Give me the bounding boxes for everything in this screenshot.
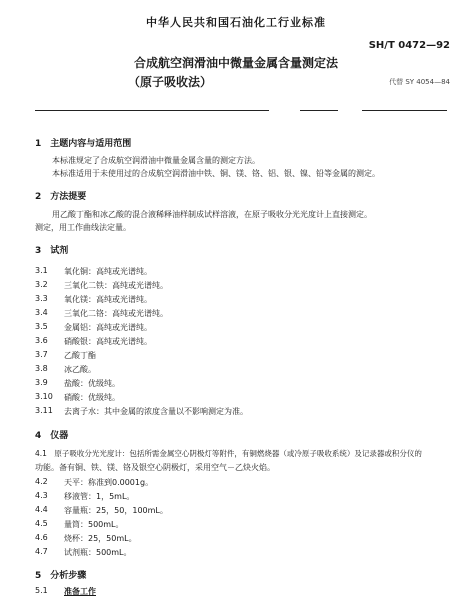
- list-item-number: 3.6: [35, 336, 48, 345]
- list-item-number: 3.8: [35, 364, 48, 373]
- section-4-paragraph-line-1: 4.1 原子吸收分光光度计：包括所需金属空心阴极灯等附件，有铜燃烧器（或冷原子吸收系统）及记录器或积分仪的: [35, 449, 422, 458]
- list-item-text: 氧化铜：高纯或光谱纯。: [64, 267, 152, 276]
- list-item-number: 3.3: [35, 294, 48, 303]
- header-rule: [300, 110, 338, 111]
- list-item-number: 4.4: [35, 505, 48, 514]
- list-item-number: 4.5: [35, 519, 48, 528]
- section-5-heading: 5 分析步骤: [35, 571, 87, 581]
- list-item-number: 3.7: [35, 350, 48, 359]
- section-2-paragraph-line-2: 测定，用工作曲线法定量。: [35, 223, 131, 232]
- list-item-number: 3.10: [35, 392, 53, 401]
- list-item-number: 3.11: [35, 406, 53, 415]
- list-item-text: 量筒：500mL。: [64, 520, 124, 529]
- section-3-heading: 3 试剂: [35, 246, 69, 256]
- section-4-paragraph-line-2: 功能。备有铜、铁、镁、铬及银空心阴极灯，采用空气－乙炔火焰。: [35, 463, 275, 472]
- document-title: 合成航空润滑油中微量金属含量测定法: [133, 56, 338, 70]
- list-item-number: 3.2: [35, 280, 48, 289]
- list-item-text: 冰乙酸。: [64, 365, 96, 374]
- section-2-paragraph-line-1: 用乙酸丁酯和冰乙酸的混合液稀释油样制成试样溶液，在原子吸收分光光度计上直接测定。: [52, 210, 372, 219]
- list-item-number: 3.4: [35, 308, 48, 317]
- list-item-text: 去离子水：其中金属的浓度含量以不影响测定为准。: [64, 407, 248, 416]
- list-item-text: 三氧化二铁：高纯或光谱纯。: [64, 281, 168, 290]
- standard-number: SH/T 0472—92: [368, 40, 450, 51]
- list-item-text: 氧化镁：高纯或光谱纯。: [64, 295, 152, 304]
- list-item-number: 3.5: [35, 322, 48, 331]
- list-item-number: 4.6: [35, 533, 48, 542]
- list-item-text: 盐酸：优级纯。: [64, 379, 120, 388]
- list-item-text: 天平：称准到0.0001g。: [64, 478, 154, 487]
- list-item-text: 容量瓶：25，50，100mL。: [64, 506, 168, 515]
- replaces-standard: 代替 SY 4054—84: [389, 78, 450, 86]
- section-1-paragraph-2: 本标准适用于未使用过的合成航空润滑油中铁、铜、镁、铬、铝、银、镍、铅等金属的测定。: [52, 169, 380, 178]
- list-item-number: 3.9: [35, 378, 48, 387]
- section-1-heading: 1 主题内容与适用范围: [35, 139, 132, 149]
- list-item-text: 金属铝：高纯或光谱纯。: [64, 323, 152, 332]
- list-item-text: 硝酸：优级纯。: [64, 393, 120, 402]
- list-item-text: 乙酸丁酯: [64, 351, 96, 360]
- standard-organization: 中华人民共和国石油化工行业标准: [146, 16, 326, 29]
- list-item-number: 4.7: [35, 547, 48, 556]
- list-item-text: 烧杯：25，50mL。: [64, 534, 137, 543]
- section-1-paragraph-1: 本标准规定了合成航空润滑油中微量金属含量的测定方法。: [52, 156, 260, 165]
- header-rule: [362, 110, 447, 111]
- list-item-number: 5.1: [35, 586, 48, 595]
- list-item-text: 准备工作: [64, 587, 96, 596]
- document-subtitle: （原子吸收法）: [128, 75, 213, 89]
- list-item-text: 试剂瓶：500mL。: [64, 548, 132, 557]
- list-item-number: 4.3: [35, 491, 48, 500]
- list-item-text: 硝酸银：高纯或光谱纯。: [64, 337, 152, 346]
- list-item-number: 4.2: [35, 477, 48, 486]
- header-rule: [35, 110, 269, 111]
- section-4-heading: 4 仪器: [35, 431, 69, 441]
- list-item-number: 3.1: [35, 266, 48, 275]
- list-item-text: 移液管：1，5mL。: [64, 492, 135, 501]
- list-item-text: 三氧化二铬：高纯或光谱纯。: [64, 309, 168, 318]
- section-2-heading: 2 方法提要: [35, 192, 87, 202]
